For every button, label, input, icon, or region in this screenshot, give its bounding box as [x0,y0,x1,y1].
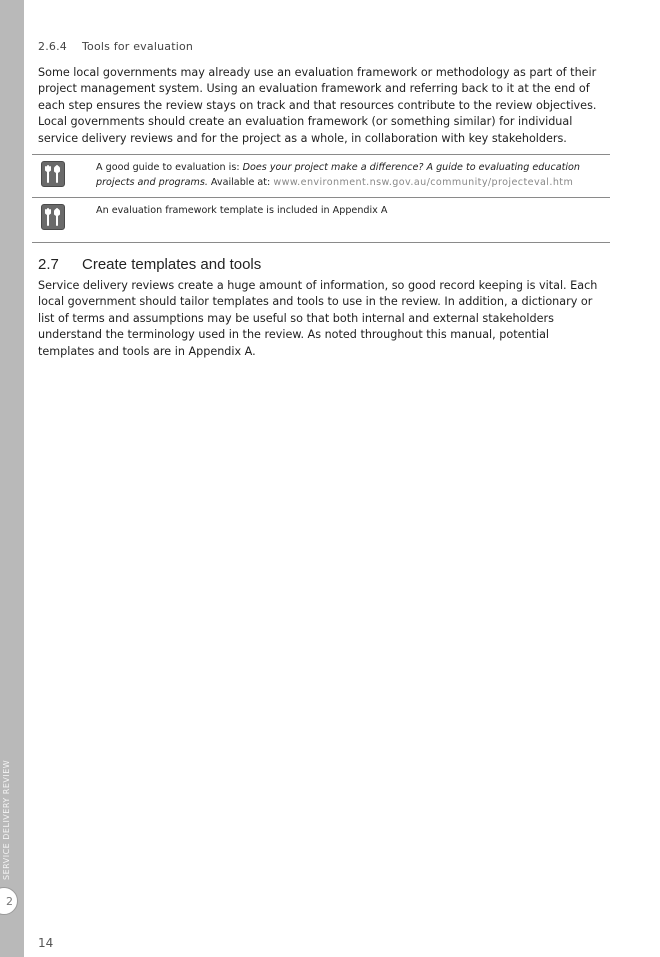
guide-title: Does your project make a difference? A guide to evaluating education projects and programs. [96,162,580,188]
tools-icon [41,161,65,187]
section-paragraph: Some local governments may already use an evaluation framework or methodology as part of their project management system. Using an evaluation framework and referring back to it at the end of each step ensures the review stays on track and that resources contribute to the review objectives. Local governments should create an evaluation framework (or something similar) for individual service delivery reviews and for the project as a whole, in collaboration with key stakeholders. [38,66,597,145]
section-heading-2-6-4 [38,40,193,53]
section-title: Create templates and tools [82,256,262,273]
tools-icon [41,204,65,230]
chapter-tab: 2 [0,887,18,915]
tip-available: Available at: [207,177,274,188]
section-title: Tools for evaluation [82,40,194,53]
section-paragraph: Service delivery reviews create a huge amount of information, so good record keeping is vital. Each local government should tailor templates and tools to use in the review. In addition, a dictionary or list of terms and assumptions may be useful so that both internal and external stakeholders understand the terminology used in the review. As noted throughout this manual, potential templates and tools are in Appendix A. [38,279,598,358]
tip-box [32,197,610,243]
section-number: 2.6.4 [38,40,67,53]
section-heading-2-7 [38,256,261,273]
guide-link[interactable]: www.environment.nsw.gov.au/community/projecteval.htm [273,177,574,188]
section-number: 2.7 [38,256,59,273]
side-vertical-text: SERVICE DELIVERY REVIEW [2,760,11,880]
tip-text: An evaluation framework template is included in Appendix A [96,205,388,216]
tip-box [32,154,610,198]
tip-prefix: A good guide to evaluation is: [96,162,243,173]
page-number: 14 [38,936,54,950]
side-strip [0,0,24,957]
tip-text [96,160,596,190]
